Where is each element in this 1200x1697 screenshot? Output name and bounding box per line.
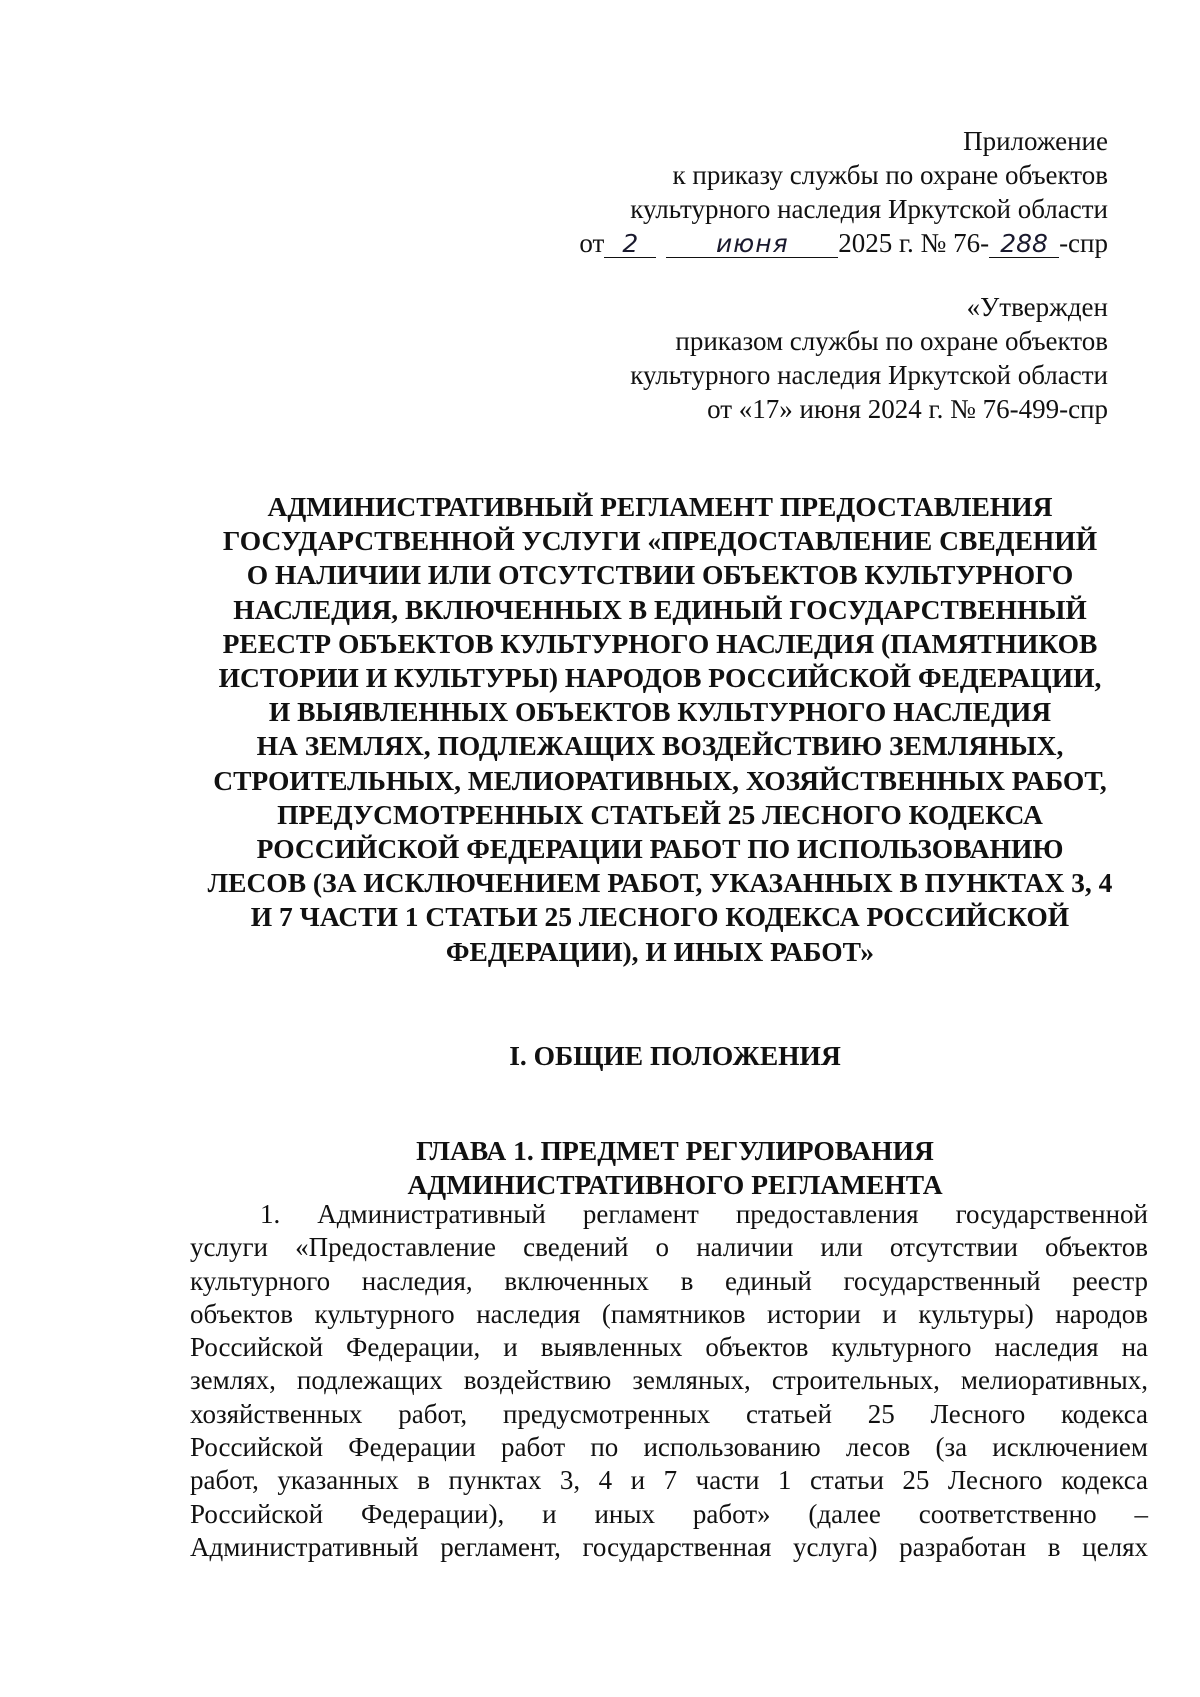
title-line: О НАЛИЧИИ ИЛИ ОТСУТСТВИИ ОБЪЕКТОВ КУЛЬТУРНОГО xyxy=(246,559,1074,591)
paragraph-line: Российской Федерации работ по использованию лесов (за исключением xyxy=(190,1432,1148,1463)
title-line: НА ЗЕМЛЯХ, ПОДЛЕЖАЩИХ ВОЗДЕЙСТВИЮ ЗЕМЛЯНЫХ, xyxy=(256,730,1064,762)
title-line: АДМИНИСТРАТИВНЫЙ РЕГЛАМЕНТ ПРЕДОСТАВЛЕНИЯ xyxy=(267,491,1053,522)
order-number-suffix: -спр xyxy=(1059,228,1108,258)
title-line: СТРОИТЕЛЬНЫХ, МЕЛИОРАТИВНЫХ, ХОЗЯЙСТВЕННЫХ РАБОТ, xyxy=(213,764,1107,796)
paragraph-line: культурного наследия, включенных в единый государственный реестр xyxy=(190,1265,1148,1296)
handwritten-day: 2 xyxy=(604,231,656,258)
title-line: ЛЕСОВ (ЗА ИСКЛЮЧЕНИЕМ РАБОТ, УКАЗАННЫХ В ПУНКТАХ 3, 4 xyxy=(207,867,1113,899)
title-line: РЕЕСТР ОБЪЕКТОВ КУЛЬТУРНОГО НАСЛЕДИЯ (ПАМЯТНИКОВ xyxy=(222,627,1098,659)
paragraph-line: Российской Федерации, и выявленных объектов культурного наследия на xyxy=(190,1332,1148,1363)
approved-header xyxy=(630,290,1108,426)
paragraph-line: услуги «Предоставление сведений о наличии или отсутствии объектов xyxy=(190,1232,1148,1263)
handwritten-month: июня xyxy=(666,231,838,258)
paragraph-line: Административный регламент, государственная услуга) разработан в целях xyxy=(190,1531,1148,1562)
approved-region-line: культурного наследия Иркутской области xyxy=(630,360,1108,390)
paragraph-line: землях, подлежащих воздействию земляных, строительных, мелиоративных, xyxy=(190,1365,1148,1396)
chapter-heading xyxy=(190,1134,1160,1202)
title-line: ФЕДЕРАЦИИ), И ИНЫХ РАБОТ» xyxy=(445,935,875,967)
paragraph-line: объектов культурного наследия (памятников истории и культуры) народов xyxy=(190,1298,1148,1329)
paragraph-1 xyxy=(190,1198,1148,1564)
approved-order-line: приказом службы по охране объектов xyxy=(675,326,1108,356)
appendix-region-line: культурного наследия Иркутской области xyxy=(630,194,1108,224)
appendix-header xyxy=(579,124,1108,260)
title-line: И 7 ЧАСТИ 1 СТАТЬИ 25 ЛЕСНОГО КОДЕКСА РОССИЙСКОЙ xyxy=(250,901,1070,933)
title-line: ПРЕДУСМОТРЕННЫХ СТАТЬЕЙ 25 ЛЕСНОГО КОДЕКСА xyxy=(277,798,1043,830)
approved-label: «Утвержден xyxy=(966,292,1108,322)
paragraph-line: Российской Федерации), и иных работ» (далее соответственно – xyxy=(190,1498,1148,1529)
chapter-heading-line: ГЛАВА 1. ПРЕДМЕТ РЕГУЛИРОВАНИЯ xyxy=(416,1135,934,1166)
paragraph-line: хозяйственных работ, предусмотренных статьей 25 Лесного кодекса xyxy=(190,1398,1148,1429)
approved-date-line: от «17» июня 2024 г. № 76-499-спр xyxy=(707,394,1108,424)
title-line: ИСТОРИИ И КУЛЬТУРЫ) НАРОДОВ РОССИЙСКОЙ ФЕДЕРАЦИИ, xyxy=(218,662,1102,694)
date-prefix: от xyxy=(579,228,605,258)
document-title xyxy=(160,490,1160,969)
title-line: И ВЫЯВЛЕННЫХ ОБЪЕКТОВ КУЛЬТУРНОГО НАСЛЕДИЯ xyxy=(268,696,1052,728)
title-line: ГОСУДАРСТВЕННОЙ УСЛУГИ «ПРЕДОСТАВЛЕНИЕ СВЕДЕНИЙ xyxy=(222,525,1098,557)
section-heading: I. ОБЩИЕ ПОЛОЖЕНИЯ xyxy=(509,1040,841,1071)
handwritten-order-number: 288 xyxy=(989,231,1059,258)
paragraph-line: работ, указанных в пунктах 3, 4 и 7 части 1 статьи 25 Лесного кодекса xyxy=(190,1465,1148,1496)
chapter-heading-line: АДМИНИСТРАТИВНОГО РЕГЛАМЕНТА xyxy=(407,1169,943,1200)
appendix-date-line xyxy=(579,226,1108,260)
title-line: РОССИЙСКОЙ ФЕДЕРАЦИИ РАБОТ ПО ИСПОЛЬЗОВАНИЮ xyxy=(256,833,1064,865)
appendix-label: Приложение xyxy=(963,126,1108,156)
date-year: 2025 г. № 76- xyxy=(838,228,990,258)
title-line: НАСЛЕДИЯ, ВКЛЮЧЕННЫХ В ЕДИНЫЙ ГОСУДАРСТВЕННЫЙ xyxy=(233,593,1087,625)
appendix-order-line: к приказу службы по охране объектов xyxy=(672,160,1108,190)
paragraph-line: 1. Административный регламент предоставления государственной xyxy=(260,1199,1148,1229)
